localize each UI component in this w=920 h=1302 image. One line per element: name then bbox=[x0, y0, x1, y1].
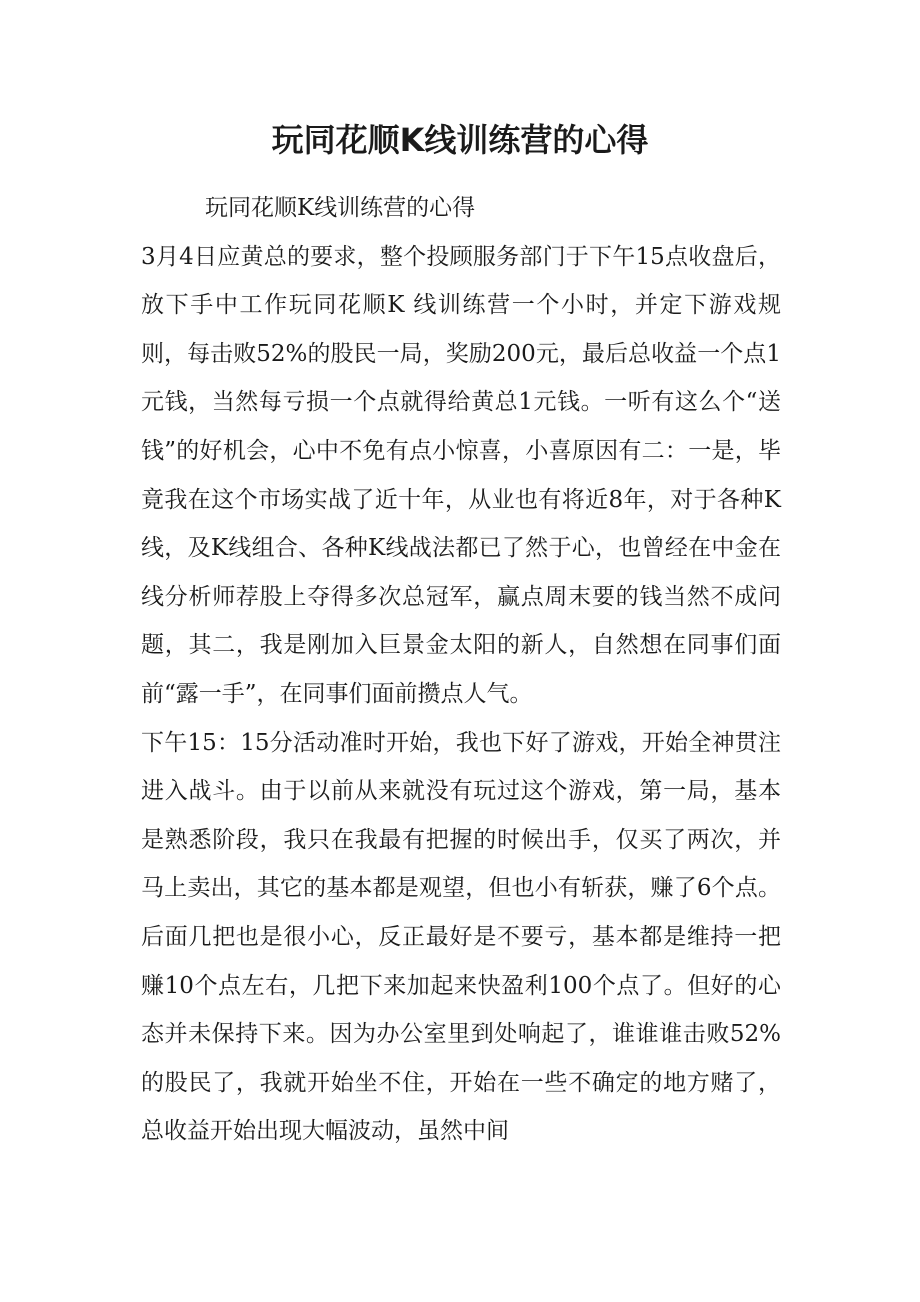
paragraph-1: 3月4日应黄总的要求，整个投顾服务部门于下午15点收盘后，放下手中工作玩同花顺K 线训练营一个小时，并定下游戏规则，每击败52%的股民一局，奖励200元，最后总收益一个点1元钱，当然每亏损一个点就得给黄总1元钱。一听有这么个“送钱”的好机会，心中不免有点小惊喜，小喜原因有二：一是，毕竟我在这个市场实战了近十年，从业也有将近8年，对于各种K线，及K线组合、各种K线战法都已了然于心，也曾经在中金在线分析师荐股上夺得多次总冠军，赢点周末要的钱当然不成问题，其二，我是刚加入巨景金太阳的新人，自然想在同事们面前“露一手”，在同事们面前攒点人气。 bbox=[141, 243, 781, 707]
document-body bbox=[141, 184, 781, 1156]
paragraph-2: 下午15：15分活动准时开始，我也下好了游戏，开始全神贯注进入战斗。由于以前从来就没有玩过这个游戏，第一局，基本是熟悉阶段，我只在我最有把握的时候出手，仅买了两次，并马上卖出，其它的基本都是观望，但也小有斩获，赚了6个点。后面几把也是很小心，反正最好是不要亏，基本都是维持一把赚10个点左右，几把下来加起来快盈利100个点了。但好的心态并未保持下来。因为办公室里到处响起了，谁谁谁击败52%的股民了，我就开始坐不住，开始在一些不确定的地方赌了，总收益开始出现大幅波动，虽然中间 bbox=[141, 729, 781, 1145]
document-subtitle: 玩同花顺K线训练营的心得 bbox=[205, 195, 476, 221]
document-title: 玩同花顺K线训练营的心得 bbox=[271, 121, 649, 159]
